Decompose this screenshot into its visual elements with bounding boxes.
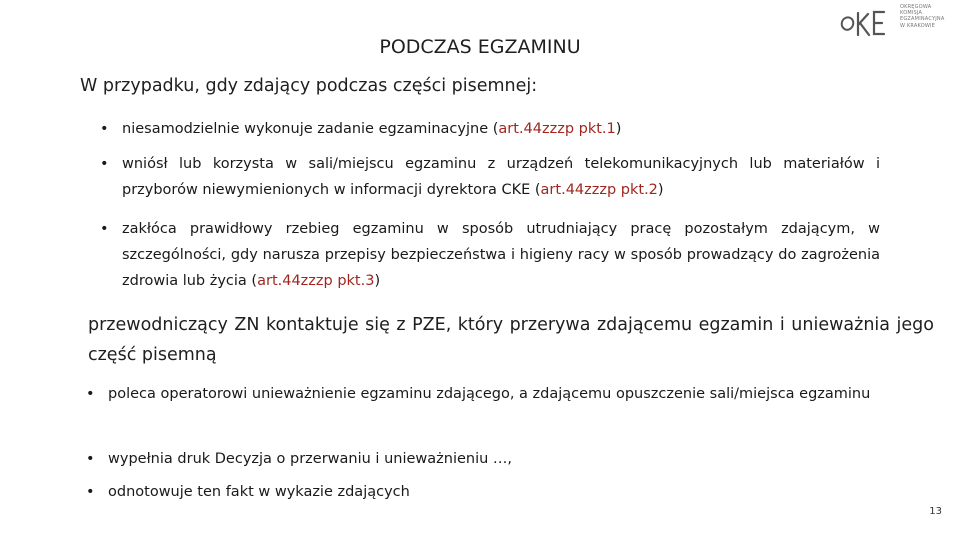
bullet-icon: • <box>86 484 95 500</box>
action-text: poleca operatorowi unieważnienie egzaminu zdającego, a zdającemu opuszczenie sali/miejsca egzaminu <box>108 386 871 402</box>
intro-text: W przypadku, gdy zdający podczas części pisemnej: <box>80 76 538 96</box>
chair-action-paragraph: przewodniczący ZN kontaktuje się z PZE, który przerywa zdającemu egzamin i unieważnia jego część pisemną <box>88 315 934 365</box>
bullet-item <box>100 151 880 203</box>
bullet-text: niesamodzielnie wykonuje zadanie egzaminacyjne (art.44zzzp pkt.1) <box>122 121 622 137</box>
page-number: 13 <box>929 506 942 517</box>
action-item <box>86 479 886 505</box>
action-text: wypełnia druk Decyzja o przerwaniu i unieważnieniu …, <box>108 451 513 467</box>
slide-title: PODCZAS EGZAMINU <box>379 36 581 58</box>
bullet-icon: • <box>86 386 95 402</box>
action-text: odnotowuje ten fakt w wykazie zdających <box>108 484 410 500</box>
bullet-icon: • <box>86 451 95 467</box>
logo-line: KOMISJA <box>900 10 923 17</box>
bullet-icon: • <box>100 156 109 172</box>
bullet-text: zakłóca prawidłowy rzebieg egzaminu w sposób utrudniający pracę pozostałym zdającym, w szczególności, gdy narusza przepisy bezpieczeństwa i higieny racy w sposób prowadzący do zagrożenia zdrowia lub życia (art.44zzzp pkt.3) <box>122 221 880 289</box>
legal-reference: art.44zzzp pkt.2 <box>540 182 658 198</box>
action-item <box>86 381 886 407</box>
logo-line: OKRĘGOWA <box>900 4 932 10</box>
bullet-text: wniósł lub korzysta w sali/miejscu egzaminu z urządzeń telekomunikacyjnych lub materiałów i przyborów niewymienionych w informacji dyrektora CKE (art.44zzzp pkt.2) <box>122 156 880 198</box>
bullet-icon: • <box>100 221 109 237</box>
oke-logo-mark-icon <box>838 8 894 38</box>
bullet-item <box>100 216 880 294</box>
logo-line: EGZAMINACYJNA <box>900 16 945 23</box>
bullet-item <box>100 116 880 142</box>
bullet-icon: • <box>100 121 109 137</box>
oke-logo <box>838 2 950 38</box>
action-item <box>86 446 886 472</box>
legal-reference: art.44zzzp pkt.3 <box>257 273 375 289</box>
legal-reference: art.44zzzp pkt.1 <box>498 121 616 137</box>
logo-line: W KRAKOWIE <box>900 22 936 29</box>
oke-logo-text <box>900 4 952 29</box>
